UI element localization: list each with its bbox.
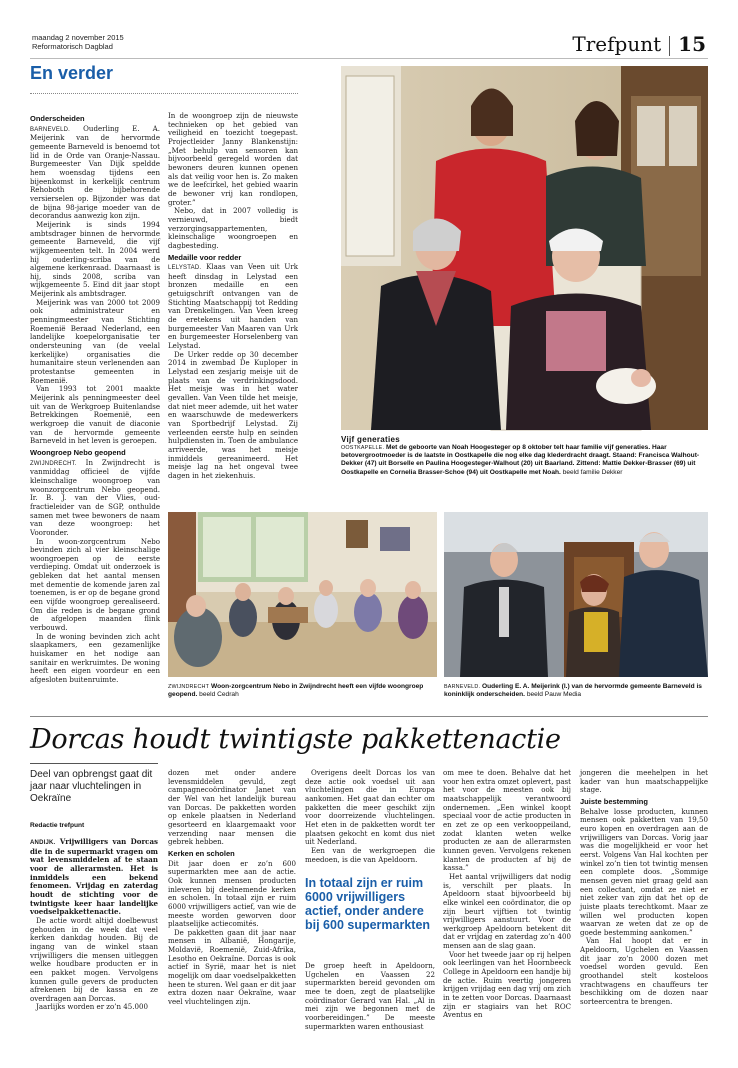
intro-rule: [30, 763, 158, 764]
news-heading-nebo: Woongroep Nebo geopend: [30, 447, 126, 457]
caption-body: Woon-zorgcentrum Nebo in Zwijndrecht heeft een vijfde woongroep geopend.: [168, 683, 424, 699]
caption-dateline: BARNEVELD.: [444, 684, 481, 690]
article-paragraph: Dit jaar doen er zo’n 600 supermarkten mee aan de actie. Ook kunnen mensen producten inleveren bij deelnemende kerken en scholen. In totaal zijn er ruim 6000 vrijwilligers actief, van wie de meeste worden geworven door plaatselijke actiecomités.: [168, 858, 296, 929]
header-divider: [669, 36, 670, 56]
five-generations-image: [341, 66, 708, 430]
newspaper-name: Reformatorisch Dagblad: [32, 42, 113, 51]
meijerink-ceremony-image: [444, 512, 708, 677]
dateline: BARNEVELD.: [30, 126, 71, 133]
page-number: 15: [678, 32, 706, 56]
news-paragraph: Van 1993 tot 2001 maakte Meijerink als penningmeester deel uit van de Werkgroep Buitenlandse Betrekkingen Roemenië, een werkgroep die vanuit de diaconie van de hervormde gemeente Barneveld in het leven is geroepen.: [30, 384, 160, 446]
lead-text: Vrijwilligers van Dorcas die in de supermarkt vragen om wat levensmiddelen af te staan voor de allerarmsten. Het is inmiddels een bekend fenomeen. Vrijdag en zaterdag houdt de stichting voor de twintigste keer haar landelijke voedselpakkettenactie.: [30, 837, 158, 917]
caption-title: Vijf generaties: [341, 435, 401, 444]
caption-five-generations: [341, 435, 708, 477]
article-column-3-top: [305, 769, 435, 873]
caption-body: Ouderling E. A. Meijerink (l.) van de hervormde gemeente Barneveld is koninklijk onderscheiden.: [444, 683, 702, 699]
header-date-block: [32, 33, 124, 51]
article-paragraph: Van Hal hoopt dat er in Apeldoorn, Ugchelen en Vaassen dit jaar zo’n 2000 dozen met voedsel worden gevuld. Een groothandel stelt kosteloos vrachtwagens en chauffeurs ter beschikking om de dozen naar sorteercentra te brengen.: [580, 936, 708, 1007]
article-paragraph: Overigens deelt Dorcas los van deze actie ook voedsel uit aan vluchtelingen die in Europa aankomen. Het gaat dan echter om pakketten die meer geschikt zijn voor doorreizende vluchtelingen. Het eten in de pakketten wordt ter plaatsen gekocht en komt dus niet uit Nederland.: [305, 768, 435, 847]
article-intro: Deel van opbrengst gaat dit jaar naar vluchtelingen in Oekraïne: [30, 769, 153, 804]
article-pull-quote: In totaal zijn er ruim 6000 vrijwilligers actief, onder andere bij 600 supermarkten: [305, 876, 431, 932]
article-paragraph: om mee te doen. Behalve dat het voor hen extra omzet oplevert, past het voor de meesten ook bij maatschappelijk verantwoord ondernemen. „Een winkel koopt speciaal voor de actie producten in en zet ze op een verkooppeiland, zodat klanten weten welke producten ze aan de allerarmsten kunnen geven. Vervolgens rekenen klanten de producten af bij de kassa.”: [443, 768, 571, 873]
news-heading-medaille: Medaille voor redder: [168, 252, 242, 262]
article-paragraph: De pakketten gaan dit jaar naar mensen in Albanië, Hongarije, Moldavië, Roemenië, Zuid-Afrika, Lesotho en Oekraïne. Dorcas is ook actief in Syrië, maar het is niet mogelijk om daar voedselpakketten heen te sturen. Wel gaan er dit jaar extra dozen naar Oekraïne, waar veel vluchtelingen zijn.: [168, 927, 296, 1007]
paragraph-text: Klaas van Veen uit Urk heeft dinsdag in Lelystad een bronzen medaille en een getuigschrift ontvangen van de Stichting Maatschappij tot Redding van Drenkelingen. Van Veen kreeg de eretekens uit handen van burgemeester Van Maaren van Urk en burgemeester Horselenberg van Lelystad.: [168, 262, 298, 351]
news-paragraph: Meijerink was van 2000 tot 2009 ook administrateur en penningmeester van Stichting Roemenië Beraad Nederland, een landelijke koepelorganisatie ter ondersteuning van (de veelal kerkelijke) organisaties die humanitaire steun verlenenden aan protestantse gemeenten in Roemenië.: [30, 297, 160, 385]
header-rule: [30, 58, 708, 59]
article-column-5: [580, 769, 708, 1060]
dateline: ANDIJK.: [30, 840, 56, 846]
dateline: LELYSTAD.: [168, 265, 202, 272]
article-paragraph: dozen met onder andere levensmiddelen gevuld, zegt campagnecoördinator Janet van der Wel van het landelijk bureau van Dorcas. De pakketten worden op enkele plaatsen in Nederland gesorteerd en klaargemaakt voor verzending naar mensen die gebrek hebben.: [168, 768, 296, 847]
news-paragraph: [168, 263, 298, 351]
caption-body: Met de geboorte van Noah Hoogesteger op 8 oktober telt haar familie vijf generaties. Haar betovergrootmoeder is de laatste in Oostkapelle die nog elke dag klederdracht draagt. Staand: Francisca Walhout-Dekker (47) uit Borselle en Paulina Hoogesteger-Walhout (20) uit Baarland. Zittend: Mattie Dekker-Brasser (69) uit Oostkapelle en Cornelia Brasser-Schoe (94) uit Oostkapelle met Noah.: [341, 444, 700, 476]
section-title-rule: [30, 93, 298, 94]
edition-date: maandag 2 november 2015: [32, 33, 124, 42]
photo-meijerink: [444, 512, 708, 677]
paragraph-text: Ouderling E. A. Meijerink van de hervormde gemeente Barneveld is benoemd tot lid in de Orde van Oranje-Nassau. Burgemeester Van Dijk speldde hem woensdag tijdens een bijeenkomst in kerkelijk centrum Rehoboth de bijbehorende versierselen op. Bijzonder was dat de bijna 98-jarige moeder van de decorandus aanwezig kon zijn.: [30, 123, 160, 221]
news-paragraph: [30, 459, 160, 538]
dateline: ZWIJNDRECHT.: [30, 460, 77, 467]
news-paragraph: In de woning bevinden zich acht slaapkamers, een gezamenlijke huiskamer en het nodige aan sanitair en werkruimtes. De woning heeft een eigen voordeur en een afgesloten buitenruimte.: [30, 631, 160, 684]
photo-credit: beeld familie Dekker: [562, 468, 623, 476]
article-subheading-bestemming: Juiste bestemming: [580, 796, 648, 806]
article-headline: Dorcas houdt twintigste pakkettenactie: [30, 724, 561, 755]
photo-credit: beeld Pauw Media: [526, 691, 582, 699]
article-column-4: [443, 769, 571, 1060]
caption-dateline: ZWIJNDRECHT: [168, 684, 210, 690]
news-heading-onderscheiden: Onderscheiden: [30, 114, 85, 123]
article-paragraph: jongeren die meehelpen in het kader van hun maatschappelijke stage.: [580, 768, 708, 795]
article-byline: Redactie trefpunt: [30, 822, 85, 829]
article-top-rule: [30, 716, 708, 717]
news-column-2: [168, 112, 298, 502]
article-paragraph: De groep heeft in Apeldoorn, Ugchelen en Vaassen 22 supermarkten bereid gevonden om mee te doen, zegt de plaatselijke coördinator Gerard van Hal. „Al in mei zijn we begonnen met de voorbereidingen.” De meeste supermarkten waren enthousiast: [305, 961, 435, 1031]
article-subheading-kerken: Kerken en scholen: [168, 848, 235, 858]
news-column-1: [30, 112, 160, 684]
photo-credit: beeld Cedrah: [199, 691, 239, 699]
news-paragraph: [30, 125, 160, 221]
photo-five-generations: [341, 66, 708, 430]
caption-nebo: [168, 683, 437, 699]
news-paragraph: Nebo, dat in 2007 volledig is vernieuwd, biedt verzorgingsappartementen, kleinschalige woongroepen en dagbesteding.: [168, 206, 298, 250]
nebo-living-room-image: [168, 512, 437, 677]
news-paragraph: In de woongroep zijn de nieuwste technieken op het gebied van veiligheid en toezicht toegepast. Projectleider Janny Blankenstijn: „Met behulp van sensoren kan bijvoorbeeld geregeld worden dat bewoners deuren kunnen openen als dat veilig voor hen is. Zo maken we de leefcirkel, het gebied waarin de bewoner vrij kan rondlopen, groter.”: [168, 111, 298, 207]
article-paragraph: Jaarlijks worden er zo’n 45.000: [36, 1002, 148, 1012]
section-header: [572, 32, 706, 56]
article-column-1: [30, 838, 158, 1060]
article-paragraph: Het aantal vrijwilligers dat nodig is, verschilt per plaats. In Apeldoorn staat bijvoorbeeld bij elke winkel een coördinator, die op zijn beurt vijftien tot twintig vrijwilligers aanstuurt. Voor de werkgroep Apeldoorn betekent dit dat er vrijdag en zaterdag zo’n 400 mensen aan de slag gaan.: [443, 871, 571, 951]
article-paragraph: Voor het tweede jaar op rij helpen ook leerlingen van het Hoornbeeck College in Apeldoorn een handje bij de actie. Ruim veertig jongeren krijgen vrijdag een dag vrij om zich in te zetten voor Dorcas. Daarnaast zijn er stagiairs van het ROC Aventus en: [443, 949, 571, 1020]
caption-meijerink: [444, 683, 708, 699]
paragraph-text: In Zwijndrecht is vanmiddag officieel de vijfde kleinschalige woongroep van woonzorgcentrum Nebo geopend. Ir. B. J. van der Vlies, oud-fractieleider van de SGP, onthulde samen met twee bewoners de naam van deze woongroep: het Vooronder.: [30, 457, 160, 537]
section-title: En verder: [30, 63, 114, 83]
photo-nebo: [168, 512, 437, 677]
news-paragraph: Meijerink is sinds 1994 ambtsdrager binnen de hervormde gemeente Barneveld, die vijf wijkgemeenten telt. In 2004 werd hij ouderling-scriba van de algemene kerkenraad. Daarnaast is hij, sinds 2008, scriba van wijkgemeente 5. Eind dit jaar stopt Meijerink als ambtsdrager.: [30, 219, 160, 299]
article-column-3-bottom: [305, 962, 435, 1060]
article-paragraph: Een van de werkgroepen die meedoen, is die van Apeldoorn.: [305, 845, 435, 864]
news-paragraph: In woon-zorgcentrum Nebo bevinden zich al vier kleinschalige woongroepen op de eerste verdieping. Omdat uit onderzoek is gebleken dat het aantal mensen met dementie de komende jaren zal toenemen, is er op de begane grond een vijfde woongroep gerealiseerd. Om die reden is de begane grond de afgelopen maanden flink verbouwd.: [30, 536, 160, 633]
article-lead: [30, 838, 158, 917]
article-column-2: [168, 769, 296, 1060]
caption-dateline: OOSTKAPELLE.: [341, 445, 385, 451]
article-paragraph: De actie wordt altijd doelbewust gehouden in de week dat veel kerken dankdag houden. Bij de ingang van de winkel staan vrijwilligers die mensen uitleggen welke houdbare producten er in een pakket mogen. Vervolgens kunnen gulle gevers de producten afrekenen bij de kassa en ze overdragen aan Dorcas.: [30, 915, 158, 1003]
news-paragraph: De Urker redde op 30 december 2014 in zwembad De Kuploper in Lelystad een zesjarig meisje uit de plaats van de verdrinkingsdood. Het meisje was in het water gevallen. Van Veen tilde het meisje, dat niet meer ademde, uit het water en waarschuwde de medewerkers van Sportbedrijf Lelystad. Zij verleenden eerste hulp en seinden hulpdiensten in. Toen de ambulance arriveerde, was het meisje inmiddels gereanimeerd. Het meisje lag na het ongeval twee dagen in het ziekenhuis.: [168, 349, 298, 480]
section-name: Trefpunt: [572, 32, 662, 56]
article-paragraph: Behalve losse producten, kunnen mensen ook pakketten van 19,50 euro kopen en overdragen aan de vrijwilligers van Dorcas. Vorig jaar was die mogelijkheid er voor het eerst. Volgens Van Hal kochten per winkel zo’n tien tot twintig mensen een complete doos. „Sommige mensen geven niet graag geld aan een collectant, omdat ze niet er niet zeker van zijn dat het op de juiste plaats terechtkomt. Maar ze willen wel producten kopen waarvan ze weten dat ze op de goede bestemming aankomen.”: [580, 806, 708, 937]
caption-text: [341, 444, 708, 477]
